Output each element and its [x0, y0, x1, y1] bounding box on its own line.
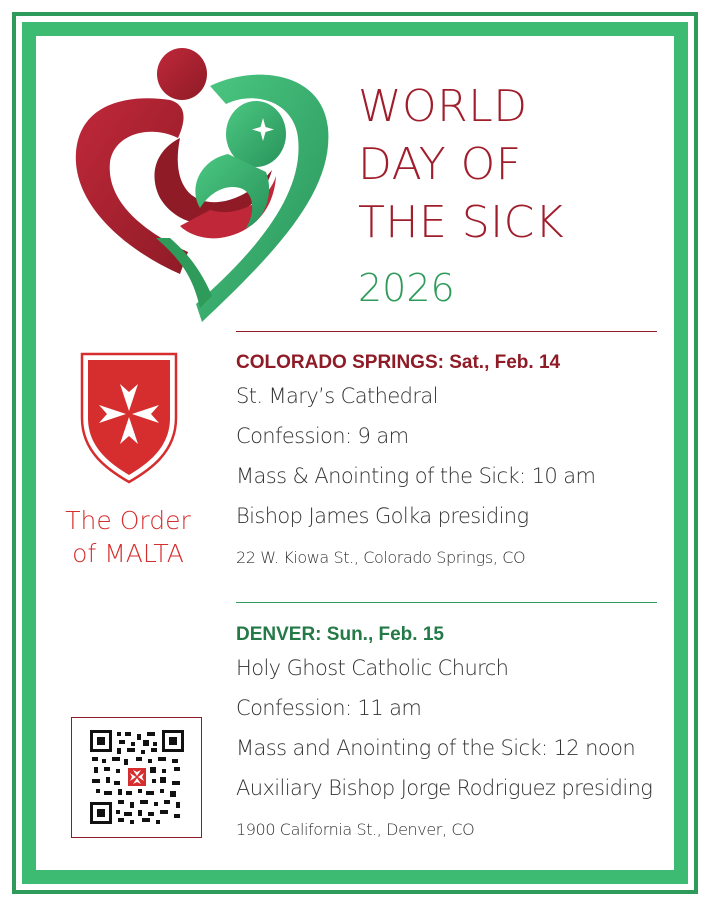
event-heading: DENVER: Sun., Feb. 15 — [236, 624, 444, 645]
event-presider: Bishop James Golka presiding — [236, 504, 529, 528]
event-presider: Auxiliary Bishop Jorge Rodriguez presiding — [236, 776, 653, 800]
event-denver — [236, 622, 652, 843]
heart-embrace-logo — [60, 42, 340, 327]
title-year: 2026 — [358, 266, 455, 310]
maltese-cross-shield-icon — [80, 352, 178, 484]
qr-code-icon[interactable] — [90, 730, 184, 824]
event-title — [358, 78, 564, 318]
order-of-malta-name — [48, 504, 208, 570]
event-venue: St. Mary’s Cathedral — [236, 384, 438, 408]
event-confession: Confession: 9 am — [236, 424, 409, 448]
event-confession: Confession: 11 am — [236, 696, 422, 720]
malta-name-line-2: of MALTA — [72, 539, 184, 568]
qr-code-frame — [71, 717, 202, 838]
divider-green — [236, 602, 657, 603]
event-heading: COLORADO SPRINGS: Sat., Feb. 14 — [236, 352, 561, 373]
event-colorado-springs — [236, 350, 595, 571]
title-line-1: WORLD — [358, 81, 528, 132]
divider-red — [236, 331, 657, 332]
event-venue: Holy Ghost Catholic Church — [236, 656, 509, 680]
event-address: 22 W. Kiowa St., Colorado Springs, CO — [236, 548, 526, 567]
title-line-3: THE SICK — [358, 197, 565, 248]
event-mass: Mass & Anointing of the Sick: 10 am — [236, 464, 596, 488]
event-address: 1900 California St., Denver, CO — [236, 820, 475, 839]
malta-name-line-1: The Order — [65, 506, 191, 535]
event-mass: Mass and Anointing of the Sick: 12 noon — [236, 736, 636, 760]
title-line-2: DAY OF — [358, 139, 522, 190]
